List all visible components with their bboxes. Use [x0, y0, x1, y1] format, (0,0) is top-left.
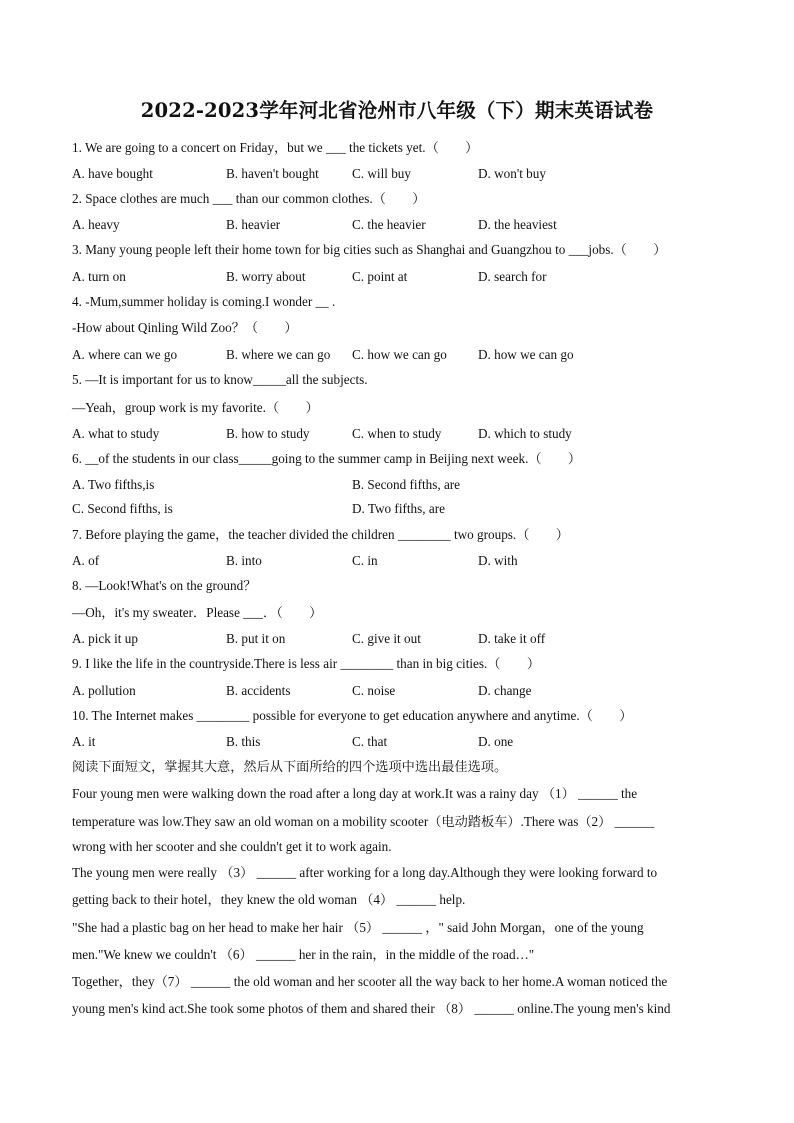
question-1: 1. We are going to a concert on Friday，but we ___ the tickets yet.（ ）	[72, 140, 479, 155]
options-q3	[72, 269, 732, 285]
question-8: 8. —Look!What's on the ground？	[72, 578, 257, 593]
passage-line: young men's kind act.She took some photos of them and shared their （8） ______ online.The young men's kind	[72, 1001, 671, 1016]
option-c: C. the heavier	[352, 217, 426, 232]
option-d: D. Two fifths, are	[352, 501, 445, 516]
option-a: A. pick it up	[72, 631, 138, 646]
passage-line: men."We knew we couldn't （6） ______ her in the rain，in the middle of the road…"	[72, 947, 535, 962]
option-b: B. put it on	[226, 631, 286, 646]
options-q2	[72, 217, 732, 233]
option-c: C. Second fifths, is	[72, 501, 173, 516]
option-c: C. point at	[352, 269, 408, 284]
options-q1	[72, 166, 732, 182]
option-a: A. heavy	[72, 217, 120, 232]
passage-line: "She had a plastic bag on her head to make her hair （5） ______ ，" said John Morgan，one of the young	[72, 920, 644, 935]
passage-line: The young men were really （3） ______ after working for a long day.Although they were looking forward to	[72, 865, 658, 880]
options-q9	[72, 683, 732, 699]
question-2: 2. Space clothes are much ___ than our common clothes.（ ）	[72, 191, 426, 206]
options-q5	[72, 426, 732, 442]
option-c: C. give it out	[352, 631, 421, 646]
question-7: 7. Before playing the game，the teacher divided the children ________ two groups.（ ）	[72, 527, 569, 542]
passage-line: temperature was low.They saw an old woman on a mobility scooter（电动踏板车）.There was（2） ______	[72, 814, 655, 829]
option-d: D. search for	[478, 269, 547, 284]
passage-line: Together，they（7） ______ the old woman and her scooter all the way back to her home.A woman noticed the	[72, 974, 668, 989]
option-b: B. where we can go	[226, 347, 331, 362]
option-b: B. worry about	[226, 269, 306, 284]
option-b: B. haven't bought	[226, 166, 319, 181]
option-a: A. where can we go	[72, 347, 178, 362]
question-4: 4. -Mum,summer holiday is coming.I wonder __ .	[72, 294, 336, 309]
option-a: A. of	[72, 553, 100, 568]
option-b: B. Second fifths, are	[352, 477, 461, 492]
option-a: A. Two fifths,is	[72, 477, 155, 492]
options-q8	[72, 631, 732, 647]
option-d: D. which to study	[478, 426, 572, 441]
passage-line: Four young men were walking down the road after a long day at work.It was a rainy day （1） ______ the	[72, 786, 638, 801]
option-b: B. accidents	[226, 683, 291, 698]
question-10: 10. The Internet makes ________ possible for everyone to get education anywhere and anytime.（ ）	[72, 708, 633, 723]
option-b: B. into	[226, 553, 262, 568]
question-9: 9. I like the life in the countryside.There is less air ________ than in big cities.（ ）	[72, 656, 541, 671]
options-q7	[72, 553, 732, 569]
option-a: A. have bought	[72, 166, 153, 181]
question-8-reply: —Oh，it's my sweater．Please ___．（ ）	[72, 605, 323, 620]
question-4-reply: -How about Qinling Wild Zoo？（ ）	[72, 320, 298, 335]
option-b: B. heavier	[226, 217, 281, 232]
option-b: B. how to study	[226, 426, 310, 441]
passage-line: getting back to their hotel，they knew the old woman （4） ______ help.	[72, 892, 466, 907]
options-q6-row1	[72, 477, 732, 493]
page-title: 2022-2023学年河北省沧州市八年级（下）期末英语试卷	[140, 99, 654, 122]
option-a: A. pollution	[72, 683, 136, 698]
options-q10	[72, 734, 732, 750]
question-5: 5. —It is important for us to know_____all the subjects.	[72, 372, 368, 387]
option-a: A. it	[72, 734, 96, 749]
option-c: C. how we can go	[352, 347, 447, 362]
option-d: D. take it off	[478, 631, 546, 646]
options-q6-row2	[72, 501, 732, 517]
option-d: D. how we can go	[478, 347, 574, 362]
option-c: C. when to study	[352, 426, 442, 441]
options-q4	[72, 347, 732, 363]
option-d: D. won't buy	[478, 166, 546, 181]
option-d: D. with	[478, 553, 518, 568]
option-d: D. one	[478, 734, 514, 749]
passage-line: wrong with her scooter and she couldn't get it to work again.	[72, 839, 392, 854]
option-b: B. this	[226, 734, 261, 749]
cloze-instruction: 阅读下面短文，掌握其大意，然后从下面所给的四个选项中选出最佳选项。	[72, 759, 508, 774]
question-6: 6. __of the students in our class_____going to the summer camp in Beijing next week.（ ）	[72, 451, 582, 466]
question-5-reply: —Yeah，group work is my favorite.（ ）	[72, 400, 319, 415]
option-c: C. will buy	[352, 166, 411, 181]
option-c: C. in	[352, 553, 378, 568]
option-c: C. that	[352, 734, 388, 749]
option-d: D. change	[478, 683, 532, 698]
question-3: 3. Many young people left their home town for big cities such as Shanghai and Guangzhou to ___jobs.（ ）	[72, 242, 667, 257]
option-a: A. what to study	[72, 426, 160, 441]
option-c: C. noise	[352, 683, 396, 698]
option-d: D. the heaviest	[478, 217, 557, 232]
option-a: A. turn on	[72, 269, 126, 284]
